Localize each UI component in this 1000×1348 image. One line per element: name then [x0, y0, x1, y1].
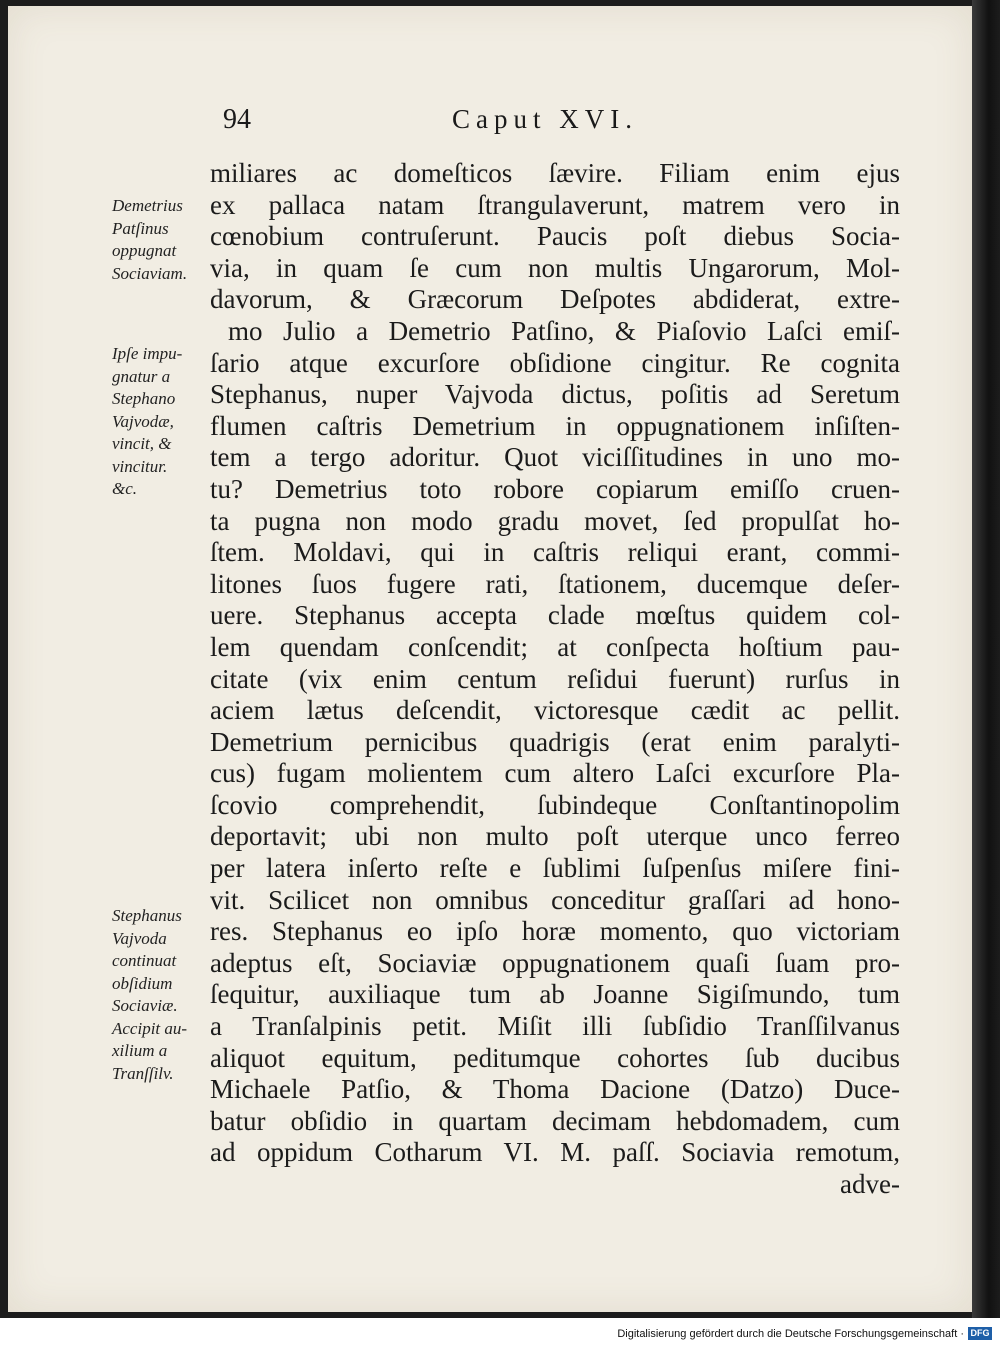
marginal-line: obſidium [112, 973, 173, 993]
text-line: ſtem. Moldavi, qui in caſtris reliqui erant, commi- [210, 537, 900, 568]
body-text [210, 158, 900, 1201]
marginal-line: &c. [112, 479, 138, 498]
text-line: adeptus eſt, Sociaviæ oppugnationem quaſi ſuam pro- [210, 947, 900, 978]
running-head: Caput XVI. [452, 104, 638, 134]
text-line: vit. Scilicet non omnibus conceditur graſſari ad hono- [210, 884, 900, 915]
text-line: ſcovio comprehendit, ſubindeque Conſtantinopolim [210, 789, 900, 820]
text-line: cus) fugam molientem cum altero Laſci excurſore Pla- [210, 758, 900, 789]
text-line: via, in quam ſe cum non multis Ungarorum, Mol- [210, 252, 900, 283]
text-line: ſario atque excurſore obſidione cingitur. Re cognita [210, 347, 900, 378]
text-line: mo Julio a Demetrio Patſino, & Piaſovio Laſci emiſ- [228, 315, 900, 346]
text-line: citate (vix enim centum reſidui fuerunt) rurſus in [210, 663, 900, 694]
marginal-note-3 [112, 905, 214, 1085]
text-line: a Tranſalpinis petit. Miſit illi ſubſidio Tranſſilvanus [210, 1011, 900, 1042]
marginal-note-1 [112, 195, 214, 285]
marginal-line: Demetrius [112, 196, 183, 215]
text-line: ſequitur, auxiliaque tum ab Joanne Sigiſmundo, tum [210, 979, 900, 1010]
marginal-line: vincit, & [112, 434, 172, 453]
text-line: miliares ac domeſticos ſævire. Filiam enim ejus [210, 158, 900, 188]
marginal-line: Ipſe impu- [112, 344, 183, 363]
text-line: ex pallaca natam ſtrangulaverunt, matrem vero in [210, 189, 900, 220]
funding-credit: Digitalisierung gefördert durch die Deutsche Forschungsgemeinschaft · [617, 1328, 964, 1340]
marginal-line: Vajvodæ, [112, 411, 174, 431]
marginal-line: vincitur. [112, 456, 168, 476]
text-line: cœnobium contruſerunt. Paucis poſt diebus Socia- [210, 221, 900, 252]
marginal-line: Patſinus [112, 218, 169, 238]
footer-bar [0, 1318, 1000, 1348]
book-edge [972, 0, 1000, 1318]
marginal-line: Stephanus [112, 906, 182, 925]
text-line: ta pugna non modo gradu movet, ſed propulſat ho- [210, 505, 900, 536]
text-line: lem quendam conſcendit; at conſpecta hoſtium pau- [210, 631, 900, 662]
marginal-line: oppugnat [112, 241, 177, 260]
text-line: litones ſuos fugere rati, ſtationem, ducemque deſer- [210, 568, 900, 599]
marginal-line: Accipit au- [112, 1018, 188, 1038]
text-line: davorum, & Græcorum Deſpotes abdiderat, extre- [210, 284, 900, 315]
text-line: Stephanus, nuper Vajvoda dictus, poſitis ad Seretum [210, 379, 900, 410]
marginal-line: Sociaviæ. [112, 996, 178, 1015]
page-header [220, 104, 920, 144]
text-line: tu? Demetrius toto robore copiarum emiſſo cruen- [210, 473, 900, 504]
marginal-line: continuat [112, 951, 177, 970]
catchword: adve- [840, 1169, 900, 1199]
page-number: 94 [223, 104, 251, 135]
text-line: batur obſidio in quartam decimam hebdomadem, cum [210, 1105, 900, 1136]
dfg-logo-icon: DFG [968, 1327, 992, 1340]
text-line: flumen caſtris Demetrium in oppugnationem inſiſten- [210, 410, 900, 441]
marginal-line: xilium a [112, 1041, 168, 1060]
text-line: per latera inſerto reſte e ſublimi ſuſpenſus miſere fini- [210, 853, 900, 884]
text-line: tem a tergo adoritur. Quot viciſſitudines in uno mo- [210, 442, 900, 473]
text-line: deportavit; ubi non multo poſt uterque unco ferreo [210, 821, 900, 852]
text-line: Michaele Patſio, & Thoma Dacione (Datzo) Duce- [210, 1074, 900, 1105]
marginal-line: Tranſſilv. [112, 1063, 174, 1083]
text-line: aliquot equitum, peditumque cohortes ſub ducibus [210, 1042, 900, 1073]
text-line: res. Stephanus eo ipſo horæ momento, quo victoriam [210, 916, 900, 947]
marginal-line: Stephano [112, 389, 176, 408]
marginal-line: Sociaviam. [112, 263, 188, 283]
marginal-line: Vajvoda [112, 928, 167, 948]
text-line: ad oppidum Cotharum VI. M. paſſ. Sociavia remotum, [210, 1137, 900, 1168]
text-line: Demetrium pernicibus quadrigis (erat enim paralyti- [210, 726, 900, 757]
marginal-line: gnatur a [112, 366, 171, 386]
marginal-note-2 [112, 343, 214, 501]
text-line: uere. Stephanus accepta clade mœſtus quidem col- [210, 600, 900, 631]
text-line: aciem lætus deſcendit, victoresque cædit ac pellit. [210, 695, 900, 726]
